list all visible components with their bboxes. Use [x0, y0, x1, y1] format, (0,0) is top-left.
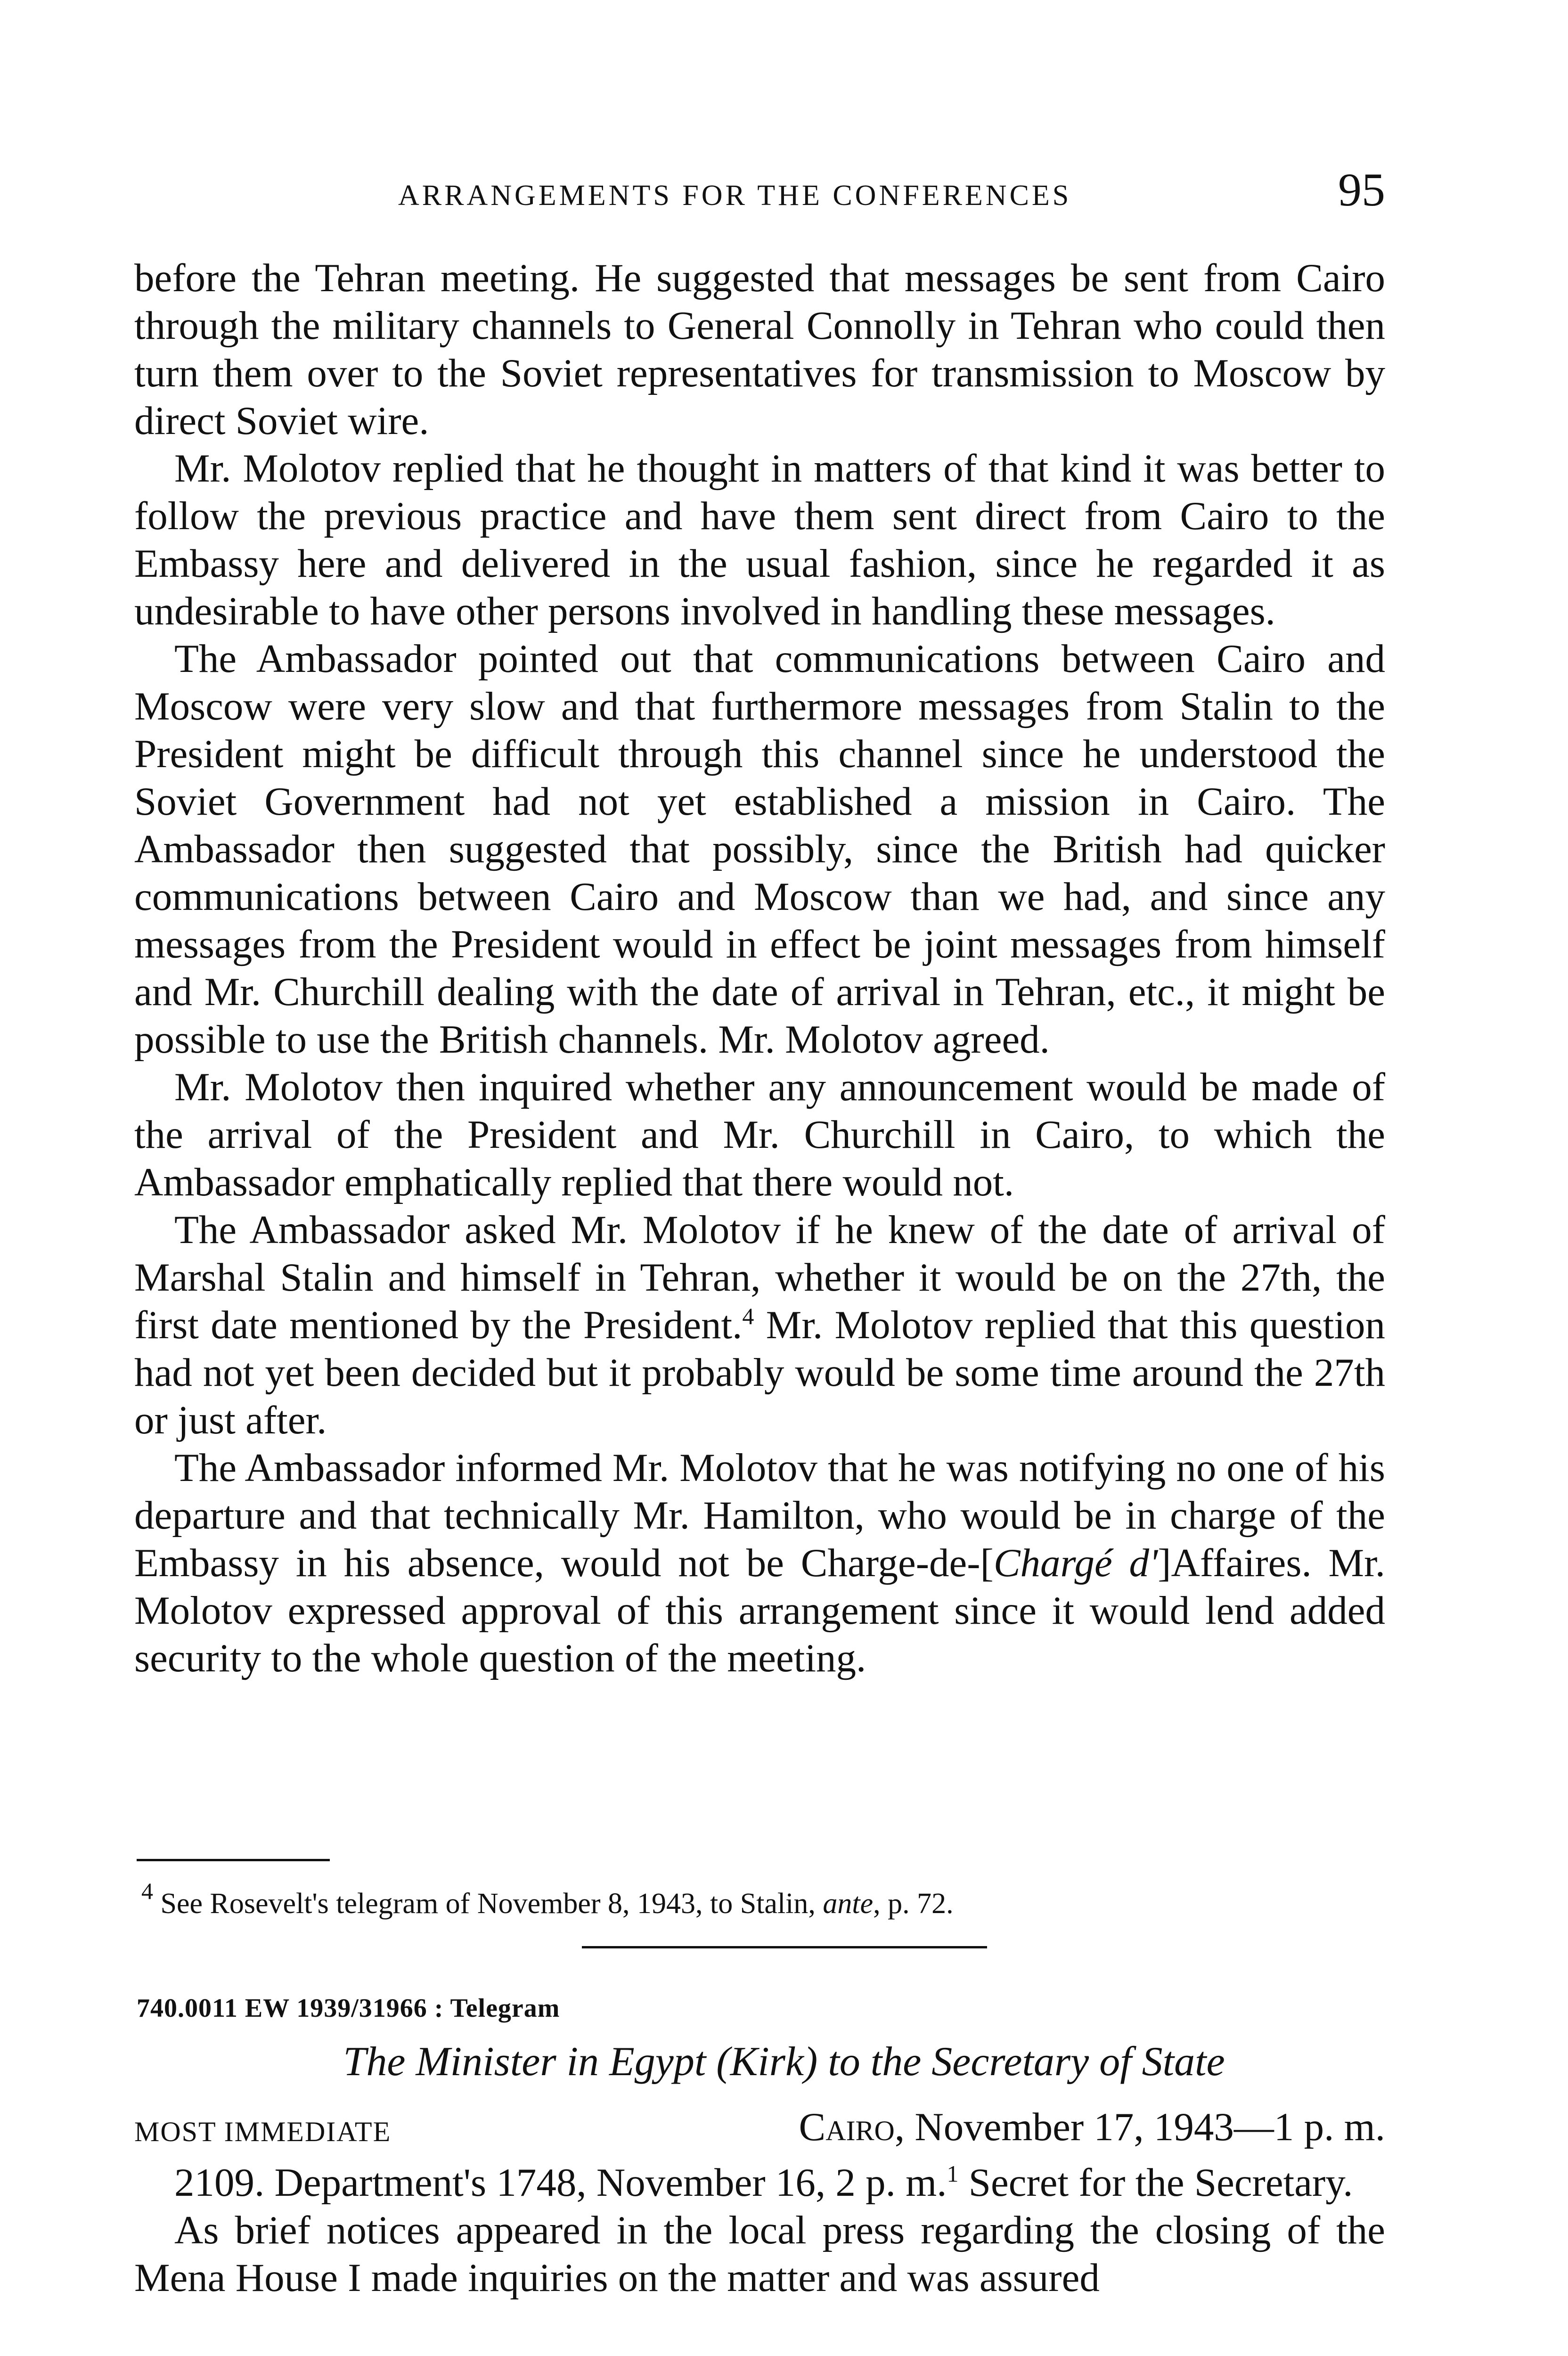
footnote-rule	[137, 1859, 330, 1861]
file-number: 740.0011 EW 1939/31966 : Telegram	[137, 1994, 560, 2023]
footnote-ref: 4	[742, 1303, 754, 1329]
dateline-row	[134, 2104, 1385, 2156]
section-divider	[582, 1946, 987, 1948]
paragraph: before the Tehran meeting. He suggested that messages be sent from Cairo through the military channels to General Connolly in Tehran who could then turn them over to the Soviet representatives for transmission to Moscow by direct Soviet wire.	[134, 256, 1385, 443]
paragraph: 2109. Department's 1748, November 16, 2 p. m.$^1$ Secret for the Secretary.	[174, 2160, 1353, 2205]
heading-name: Kirk	[730, 2039, 804, 2085]
footnote-marker: 4	[141, 1878, 153, 1904]
running-head	[137, 155, 1385, 226]
document-heading: The Minister in Egypt (Kirk) to the Secretary of State	[343, 2039, 1225, 2085]
paragraph: The Ambassador pointed out that communications between Cairo and Moscow were very slow and that furthermore messages from Stalin to the President might be difficult through this channel since he understood the Soviet Government had not yet established a mission in Cairo. The Ambassador then suggested that possibly, since the British had quicker communications between Cairo and Moscow than we had, and since any messages from the President would in effect be joint messages from himself and Mr. Churchill dealing with the date of arrival in Tehran, etc., it might be possible to use the British channels. Mr. Molotov agreed.	[134, 637, 1385, 1062]
paragraph-text: The Ambassador asked Mr. Molotov if he knew of the date of arrival of Marshal Stalin and himself in Tehran, whether it would be on the 27th, the first date mentioned by the President.	[134, 1208, 1385, 1347]
paragraph: Mr. Molotov then inquired whether any announcement would be made of the arrival of the President and Mr. Churchill in Cairo, to which the Ambassador emphatically replied that there would not.	[134, 1065, 1385, 1204]
telegram-text	[134, 2159, 1385, 2302]
paragraph-text: The Ambassador informed Mr. Molotov that he was notifying no one of his departure and that technically Mr. Hamilton, who would be in charge of the Embassy in his absence, would not be Charge-de-[	[134, 1446, 1385, 1585]
paragraph: Mr. Molotov replied that he thought in matters of that kind it was better to follow the previous practice and have them sent direct from Cairo to the Embassy here and delivered in the usual fashion, since he regarded it as undesirable to have other persons involved in handling these messages.	[134, 446, 1385, 633]
italic-text: Chargé d'	[993, 1541, 1158, 1585]
footnote: $^4$ See Rosevelt's telegram of November 8, 1943, to Stalin, ante, p. 72.	[141, 1878, 954, 1920]
classification: MOST IMMEDIATE	[134, 2116, 392, 2147]
paragraph-text: Mr. Molotov replied that this question had not yet been decided but it probably would be some time around the 27th or just after.	[134, 1303, 1385, 1442]
page-number: 95	[1338, 164, 1385, 216]
running-title: ARRANGEMENTS FOR THE CONFERENCES	[398, 180, 1072, 212]
paragraph: As brief notices appeared in the local press regarding the closing of the Mena House I made inquiries on the matter and was assured	[134, 2208, 1385, 2300]
paragraph	[134, 1206, 1385, 1444]
footnote-ref: 1	[947, 2160, 959, 2187]
paragraph-text: ]Affaires. Mr. Molotov expressed approval of this arrangement since it would lend added security to the whole question of the meeting.	[134, 1541, 1386, 1680]
paragraph	[134, 1444, 1385, 1682]
main-text	[134, 254, 1385, 1682]
dateline: Cairo, November 17, 1943—1 p. m.	[799, 2105, 1385, 2149]
